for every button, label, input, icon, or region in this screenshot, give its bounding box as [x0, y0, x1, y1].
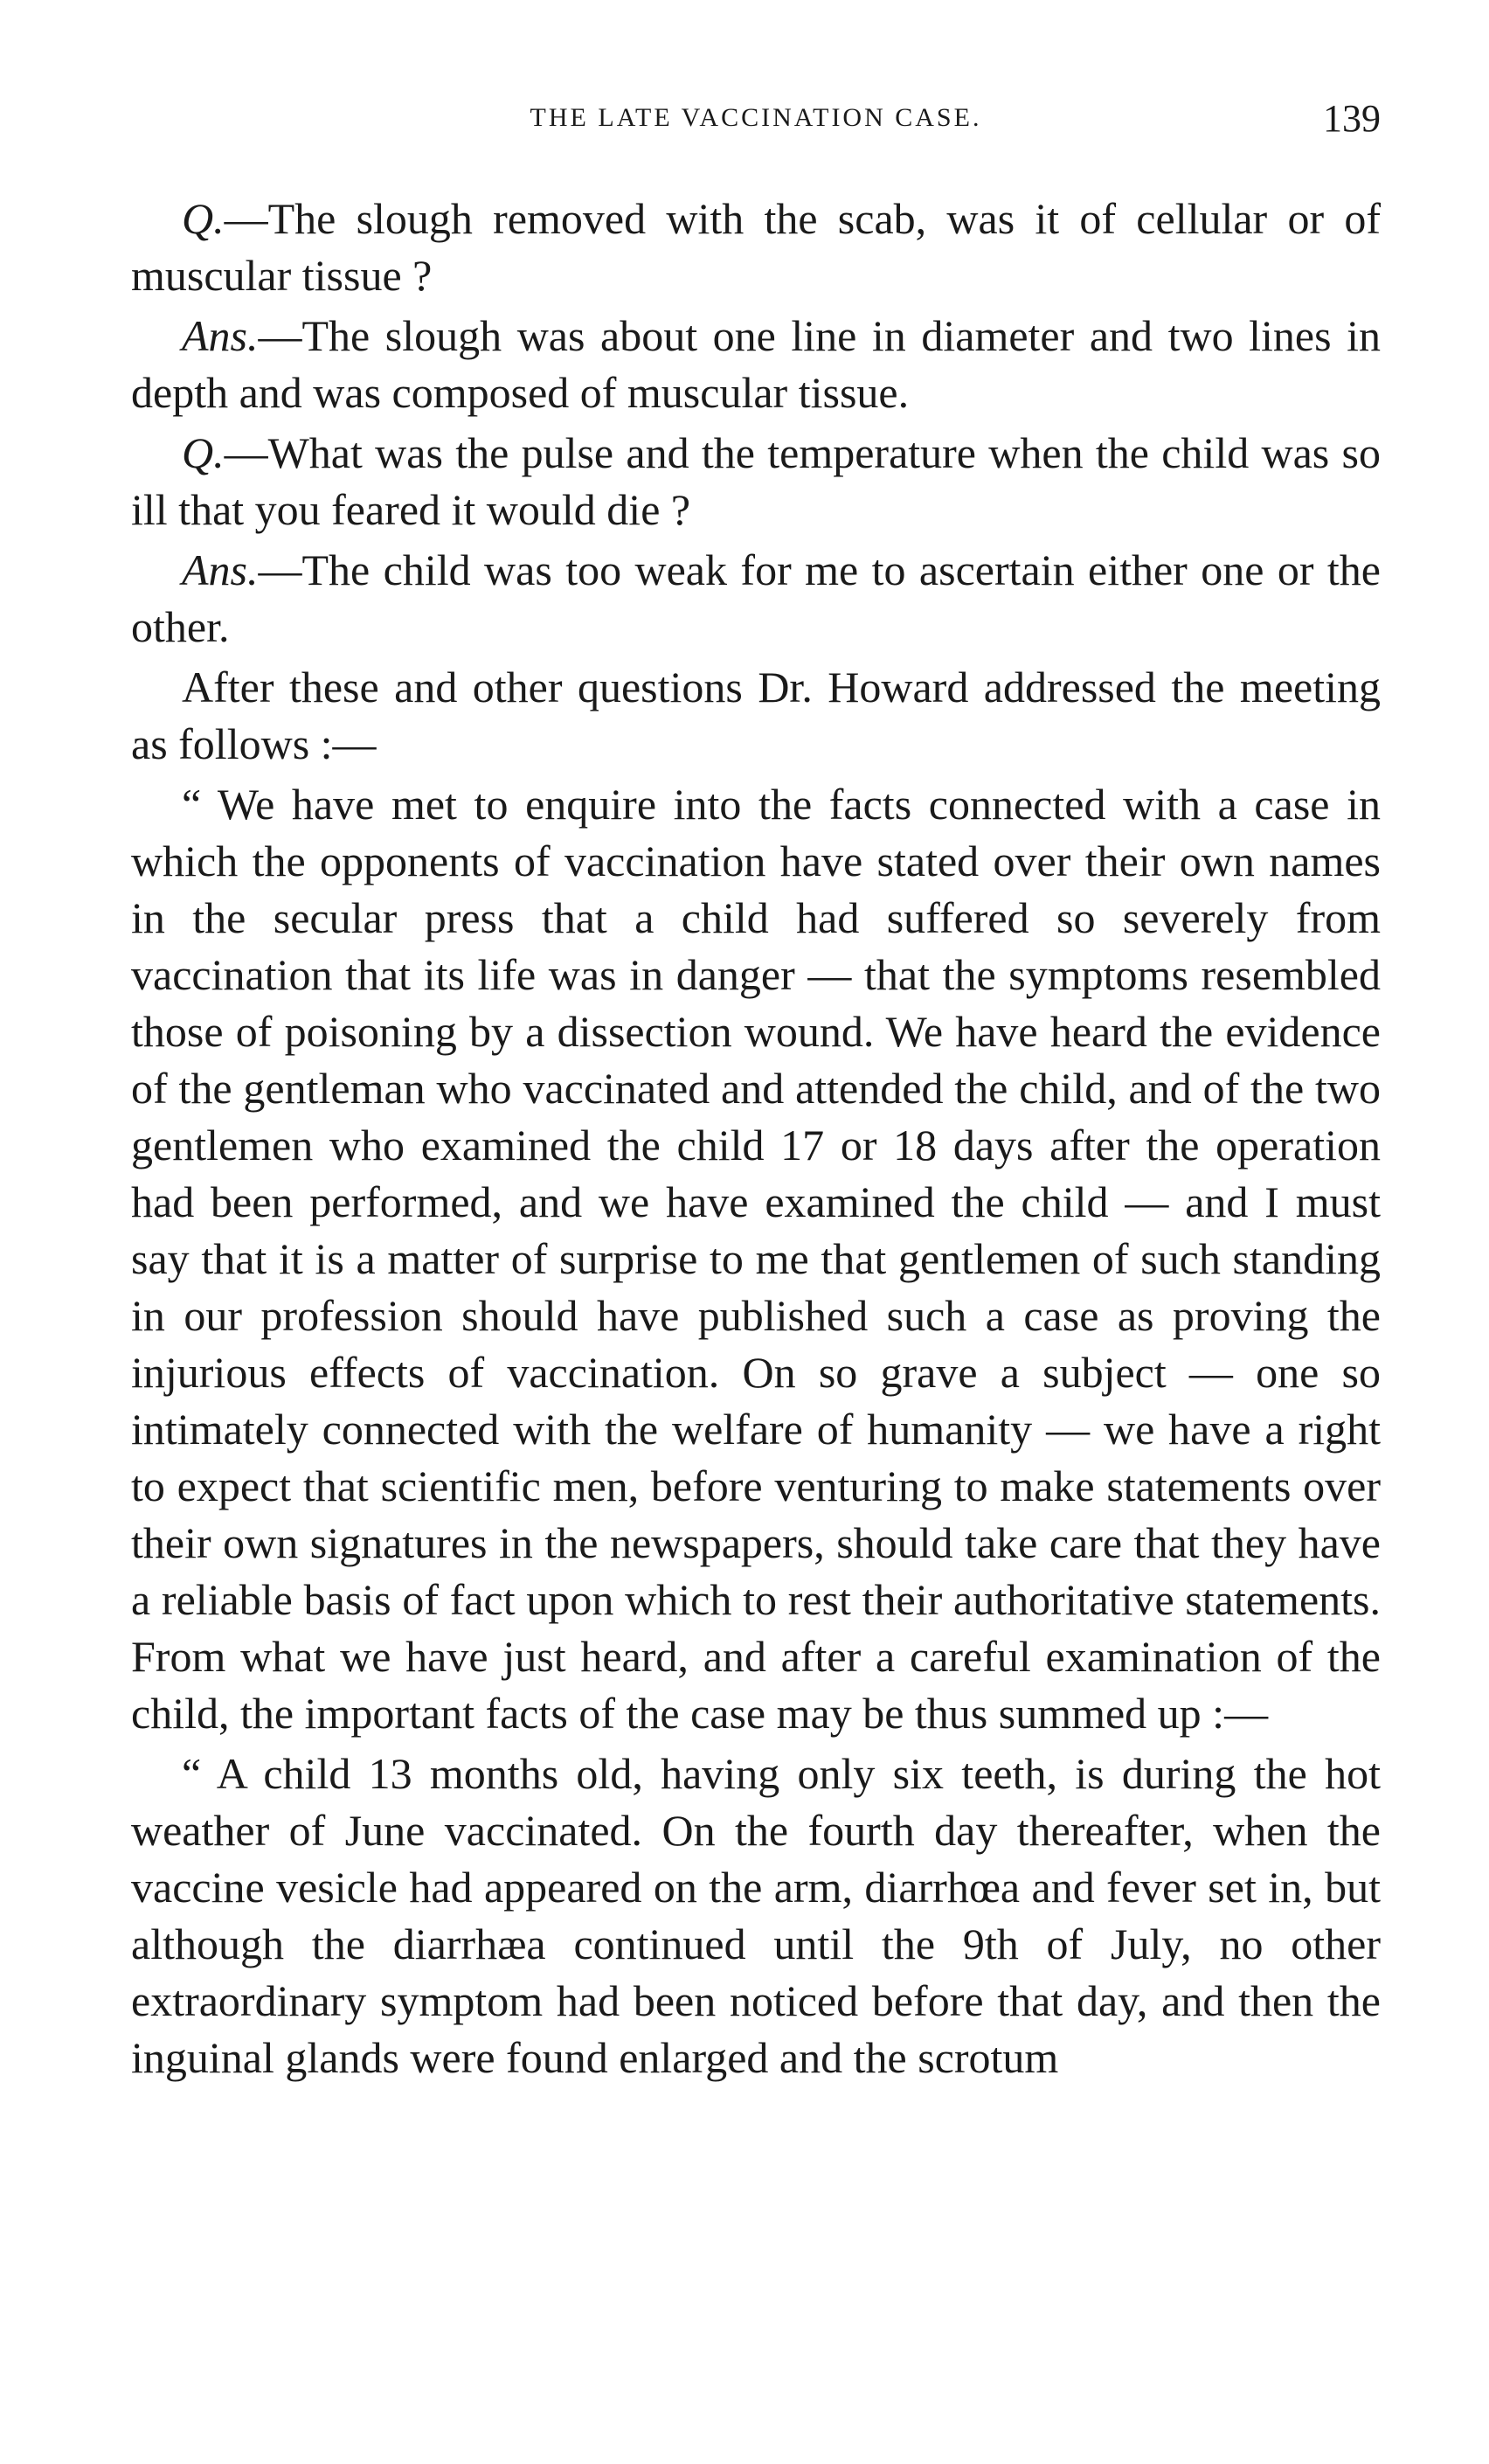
qa-text: —The slough was about one line in diameter and two lines in depth and was composed of muscular tissue. — [131, 311, 1381, 417]
qa-text: —The child was too weak for me to ascertain either one or the other. — [131, 545, 1381, 651]
qa-paragraph — [131, 425, 1381, 538]
qa-text: —What was the pulse and the temperature when the child was so ill that you feared it would die ? — [131, 428, 1381, 534]
paragraph: “ A child 13 months old, having only six teeth, is during the hot weather of June vaccinated. On the fourth day thereafter, when the vaccine vesicle had appeared on the arm, diarrhœa and fever set in, but although the diarrhæa continued until the 9th of July, no other extraordinary symptom had been noticed before that day, and then the inguinal glands were found enlarged and the scrotum — [131, 1749, 1381, 2082]
book-page — [131, 96, 1381, 2090]
body-text — [131, 191, 1381, 2086]
paragraph: After these and other questions Dr. Howard addressed the meeting as follows :— — [131, 663, 1381, 768]
speaker-label: Ans. — [182, 545, 259, 594]
qa-paragraph — [131, 542, 1381, 656]
running-head — [131, 96, 1381, 166]
speaker-label: Q. — [182, 428, 225, 477]
qa-text: —The slough removed with the scab, was it of cellular or of muscular tissue ? — [131, 194, 1381, 300]
speaker-label: Q. — [182, 194, 225, 243]
qa-paragraph — [131, 191, 1381, 304]
page-number: 139 — [1323, 97, 1381, 140]
qa-paragraph — [131, 308, 1381, 421]
paragraph: “ We have met to enquire into the facts connected with a case in which the opponents of vaccination have stated over their own names in the secular press that a child had suffered so severely from vaccination that its life was in danger — that the symptoms resembled those of poisoning by a dissection wound. We have heard the evidence of the gentleman who vaccinated and attended the child, and of the two gentlemen who examined the child 17 or 18 days after the operation had been performed, and we have examined the child — and I must say that it is a matter of surprise to me that gentlemen of such standing in our profession should have published such a case as proving the injurious effects of vaccination. On so grave a subject — one so intimately connected with the welfare of humanity — we have a right to expect that scientific men, before venturing to make statements over their own signatures in the newspapers, should take care that they have a reliable basis of fact upon which to rest their authoritative statements. From what we have just heard, and after a careful examination of the child, the important facts of the case may be thus summed up :— — [131, 780, 1381, 1738]
running-title: THE LATE VACCINATION CASE. — [530, 103, 982, 132]
speaker-label: Ans. — [182, 311, 259, 360]
